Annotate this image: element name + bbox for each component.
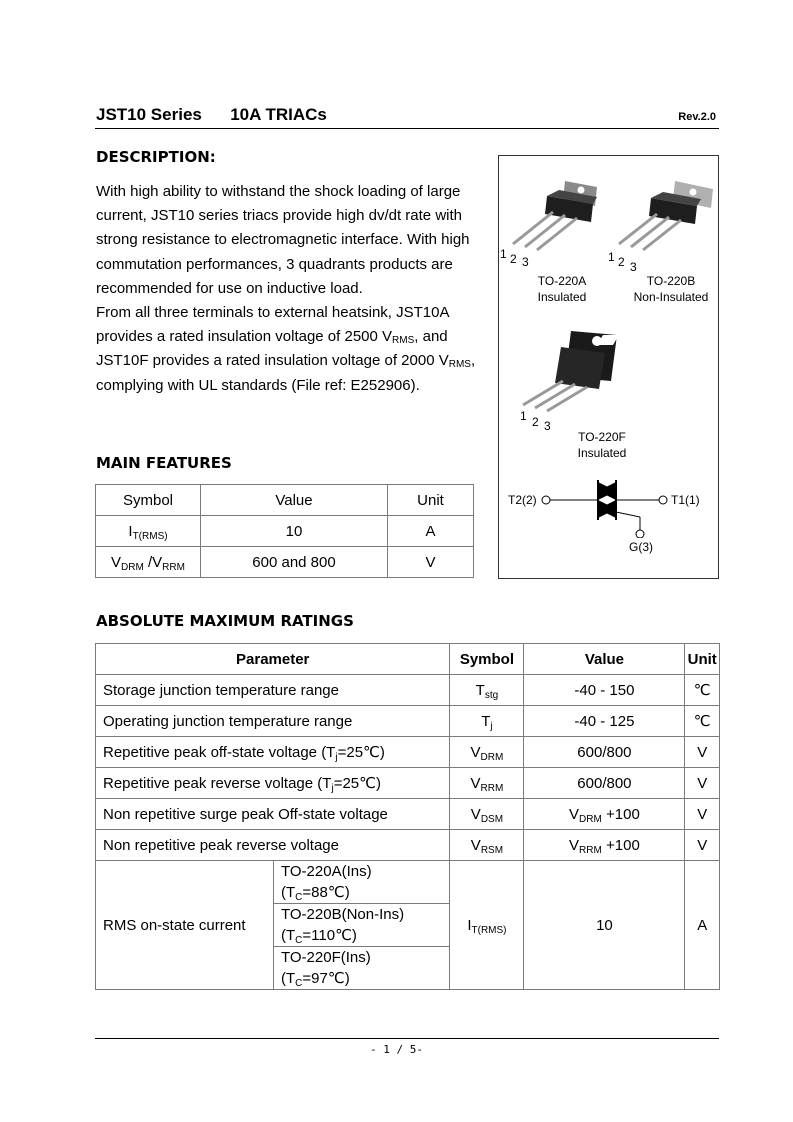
table-header-row: [96, 644, 720, 675]
description-heading: DESCRIPTION:: [96, 148, 216, 166]
symbol-cell: $V_{DRM}$: [450, 737, 524, 768]
to220a-package-image: [499, 156, 609, 266]
parameter-cell: Non repetitive surge peak Off-state voltage: [96, 799, 450, 830]
page-number: - 1 / 5-: [370, 1043, 423, 1056]
pin-number: 2: [510, 252, 517, 266]
to220b-package-image: [607, 156, 719, 266]
unit-cell: V: [685, 830, 720, 861]
package-condition-cell: TO-220A(Ins) $(T_C=88℃)$: [274, 861, 450, 904]
unit-cell: ℃: [685, 706, 720, 737]
document-title: [96, 105, 327, 125]
col-header-value: Value: [201, 485, 388, 516]
terminal-t1-label: T1(1): [671, 493, 700, 507]
value-cell: 600/800: [524, 768, 685, 799]
symbol-cell: $T_j$: [450, 706, 524, 737]
pin-number: 3: [544, 419, 551, 433]
symbol-cell: $V_{DSM}$: [450, 799, 524, 830]
unit-cell: V: [685, 737, 720, 768]
value-cell: -40 - 125: [524, 706, 685, 737]
pin-number: 3: [630, 260, 637, 274]
table-row: [96, 737, 720, 768]
value-cell: 10: [201, 516, 388, 547]
symbol-cell: $I_{T(RMS)}$: [450, 861, 524, 990]
table-row: [96, 706, 720, 737]
parameter-cell: Storage junction temperature range: [96, 675, 450, 706]
symbol-cell: $V_{DRM}$ $/V_{RRM}$: [96, 547, 201, 578]
value-cell: $V_{RRM} +100$: [524, 830, 685, 861]
to220f-package-image: [509, 321, 659, 416]
unit-cell: A: [388, 516, 474, 547]
col-header-unit: Unit: [685, 644, 720, 675]
table-row: [96, 799, 720, 830]
col-header-unit: Unit: [388, 485, 474, 516]
table-row: [96, 830, 720, 861]
triac-symbol-icon: [539, 476, 679, 538]
col-header-value: Value: [524, 644, 685, 675]
terminal-t2-label: T2(2): [508, 493, 537, 507]
unit-cell: ℃: [685, 675, 720, 706]
package-condition-cell: TO-220F(Ins) $(T_C=97℃)$: [274, 947, 450, 990]
parameter-cell: Repetitive peak off-state voltage $(T_j=25℃)$: [96, 737, 450, 768]
product-name: 10A TRIACs: [230, 105, 327, 124]
series-name: JST10 Series: [96, 105, 202, 124]
unit-cell: V: [685, 799, 720, 830]
revision-label: Rev.2.0: [678, 111, 716, 123]
absolute-max-ratings-heading: ABSOLUTE MAXIMUM RATINGS: [96, 612, 354, 630]
col-header-symbol: Symbol: [450, 644, 524, 675]
pin-number: 1: [608, 250, 615, 264]
parameter-cell: Operating junction temperature range: [96, 706, 450, 737]
package-label-to220a: TO-220A Insulated: [537, 274, 587, 304]
symbol-cell: $V_{RRM}$: [450, 768, 524, 799]
header-rule: [95, 128, 719, 129]
unit-cell: A: [685, 861, 720, 990]
pin-number: 1: [500, 247, 507, 261]
table-row: [96, 675, 720, 706]
main-features-heading: MAIN FEATURES: [96, 454, 232, 472]
pin-number: 3: [522, 255, 529, 269]
col-header-parameter: Parameter: [96, 644, 450, 675]
col-header-symbol: Symbol: [96, 485, 201, 516]
package-illustration-box: [498, 155, 719, 579]
description-text: [96, 180, 491, 398]
value-cell: 10: [524, 861, 685, 990]
main-features-table: [95, 484, 474, 578]
pin-number: 2: [618, 255, 625, 269]
pin-number: 1: [520, 409, 527, 423]
package-label-to220b: TO-220B Non-Insulated: [633, 274, 709, 304]
table-row: [96, 516, 474, 547]
parameter-cell: Repetitive peak reverse voltage $(T_j=25℃)$: [96, 768, 450, 799]
terminal-gate-label: G(3): [629, 540, 653, 554]
pin-number: 2: [532, 415, 539, 429]
description-paragraph-2: From all three terminals to external heatsink, JST10A provides a rated insulation voltage of 2500 $V_{RMS}$, and JST10F provides a rated insulation voltage of 2000 $V_{RMS}$, complying with UL standards (File ref: E252906).: [96, 304, 476, 394]
value-cell: -40 - 150: [524, 675, 685, 706]
parameter-cell: Non repetitive peak reverse voltage: [96, 830, 450, 861]
table-row: [96, 861, 720, 904]
symbol-cell: $V_{RSM}$: [450, 830, 524, 861]
package-condition-cell: TO-220B(Non-Ins) $(T_C=110℃)$: [274, 904, 450, 947]
value-cell: 600/800: [524, 737, 685, 768]
table-header-row: [96, 485, 474, 516]
footer-rule: [95, 1038, 719, 1039]
table-row: [96, 768, 720, 799]
value-cell: 600 and 800: [201, 547, 388, 578]
symbol-cell: $I_{T(RMS)}$: [96, 516, 201, 547]
unit-cell: V: [388, 547, 474, 578]
description-paragraph-1: With high ability to withstand the shock loading of large current, JST10 series triacs provide high dv/dt rate with strong resistance to electromagnetic interface. With high commutation performances, 3 quadrants products are recommended for use on inductive load.: [96, 183, 470, 297]
unit-cell: V: [685, 768, 720, 799]
parameter-cell: RMS on-state current: [96, 861, 274, 990]
absolute-max-ratings-table: [95, 643, 720, 990]
table-row: [96, 547, 474, 578]
package-label-to220f: TO-220F Insulated: [577, 430, 627, 460]
value-cell: $V_{DRM} +100$: [524, 799, 685, 830]
symbol-cell: $T_{stg}$: [450, 675, 524, 706]
